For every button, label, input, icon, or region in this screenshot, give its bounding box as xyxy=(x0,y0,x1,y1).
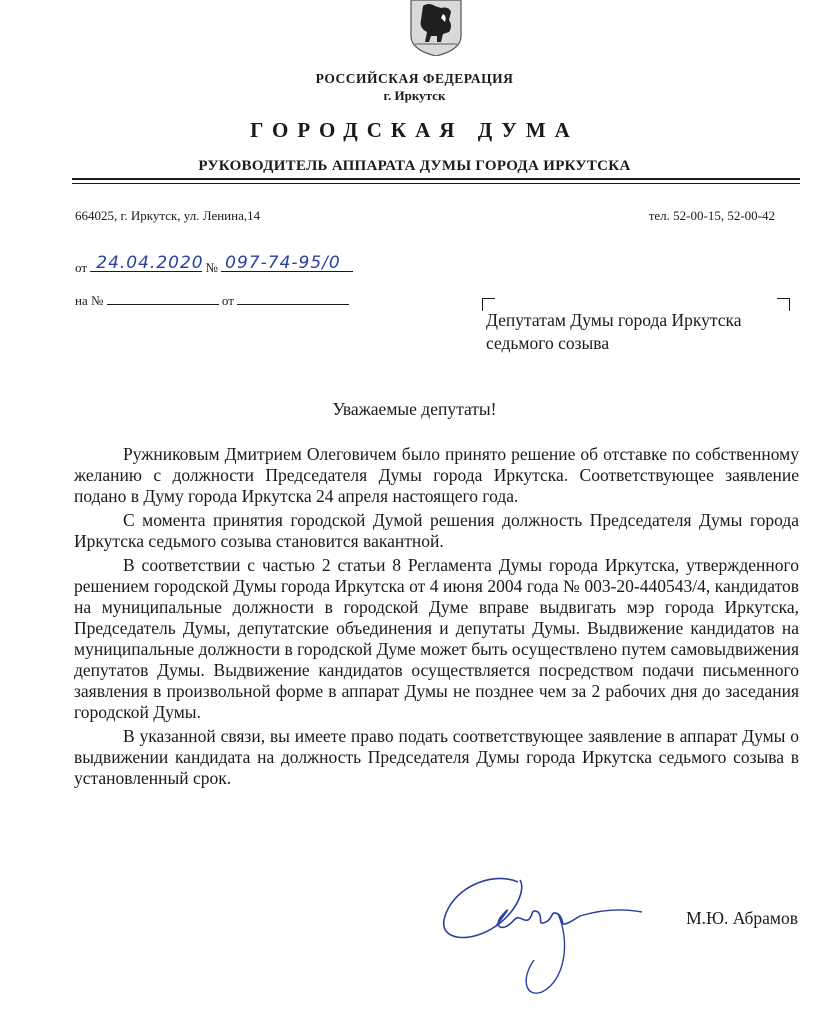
reply-from-label: от xyxy=(221,293,234,308)
greeting: Уважаемые депутаты! xyxy=(332,399,497,419)
reply-date-field xyxy=(237,291,349,305)
handwritten-number: 097-74-95/0 xyxy=(225,253,341,273)
handwritten-date: 24.04.2020 xyxy=(96,253,204,273)
reply-number-label: на № xyxy=(75,293,104,308)
paragraph-2: С момента принятия городской Думой решения должность Председателя Думы города Иркутска седьмого созыва становится вакантной. xyxy=(74,510,799,551)
addressee-corner-right xyxy=(777,298,790,311)
number-field xyxy=(221,253,353,273)
paragraph-4: В указанной связи, вы имеете право подать соответствующее заявление в аппарат Думы о выдвижении кандидата на должность Председателя Думы города Иркутска седьмого созыва в установленный срок. xyxy=(74,726,799,788)
country-title: РОССИЙСКАЯ ФЕДЕРАЦИЯ xyxy=(315,71,514,86)
paragraph-1: Ружниковым Дмитрием Олеговичем было принято решение об отставке по собственному желанию с должности Председателя Думы города Иркутска. Соответствующее заявление подано в Думу города Иркутска 24 апреля настоящего года. xyxy=(74,444,799,506)
letterhead-divider-thin xyxy=(72,183,800,184)
reply-number-field xyxy=(107,291,219,305)
letter-body xyxy=(74,444,799,792)
signatory-name: М.Ю. Абрамов xyxy=(686,908,798,928)
addressee-line-2: седьмого созыва xyxy=(486,333,610,353)
from-label: от xyxy=(75,260,88,275)
outgoing-reference xyxy=(75,253,353,276)
paragraph-3: В соответствии с частью 2 статьи 8 Регламента Думы города Иркутска, утвержденного решением городской Думы города Иркутска от 4 июня 2004 года № 003-20-440543/4, кандидатов на муниципальные должности в городской Думе вправе выдвигать мэр города Иркутска, Председатель Думы, депутатские объединения и депутаты Думы. Выдвижение кандидатов на муниципальные должности в городской Думе может быть осуществлено путем самовыдвижения депутатов Думы. Выдвижение кандидатов осуществляется посредством подачи письменного заявления в произвольной форме в аппарат Думы не позднее чем за 2 рабочих дня до заседания городской Думы. xyxy=(74,555,799,722)
handwritten-signature xyxy=(430,860,650,1000)
department-title: РУКОВОДИТЕЛЬ АППАРАТА ДУМЫ ГОРОДА ИРКУТСКА xyxy=(198,158,631,174)
council-title: ГОРОДСКАЯ ДУМА xyxy=(250,118,579,142)
incoming-reference xyxy=(75,291,349,309)
number-label: № xyxy=(205,260,218,275)
date-field xyxy=(90,253,204,273)
city-title: г. Иркутск xyxy=(383,88,446,103)
addressee-block xyxy=(486,309,742,355)
coat-of-arms-emblem xyxy=(405,0,467,56)
address-text: 664025, г. Иркутск, ул. Ленина,14 xyxy=(75,208,261,223)
phone-text: тел. 52-00-15, 52-00-42 xyxy=(648,208,775,223)
addressee-line-1: Депутатам Думы города Иркутска xyxy=(486,310,742,330)
letterhead-divider-thick xyxy=(72,178,800,180)
